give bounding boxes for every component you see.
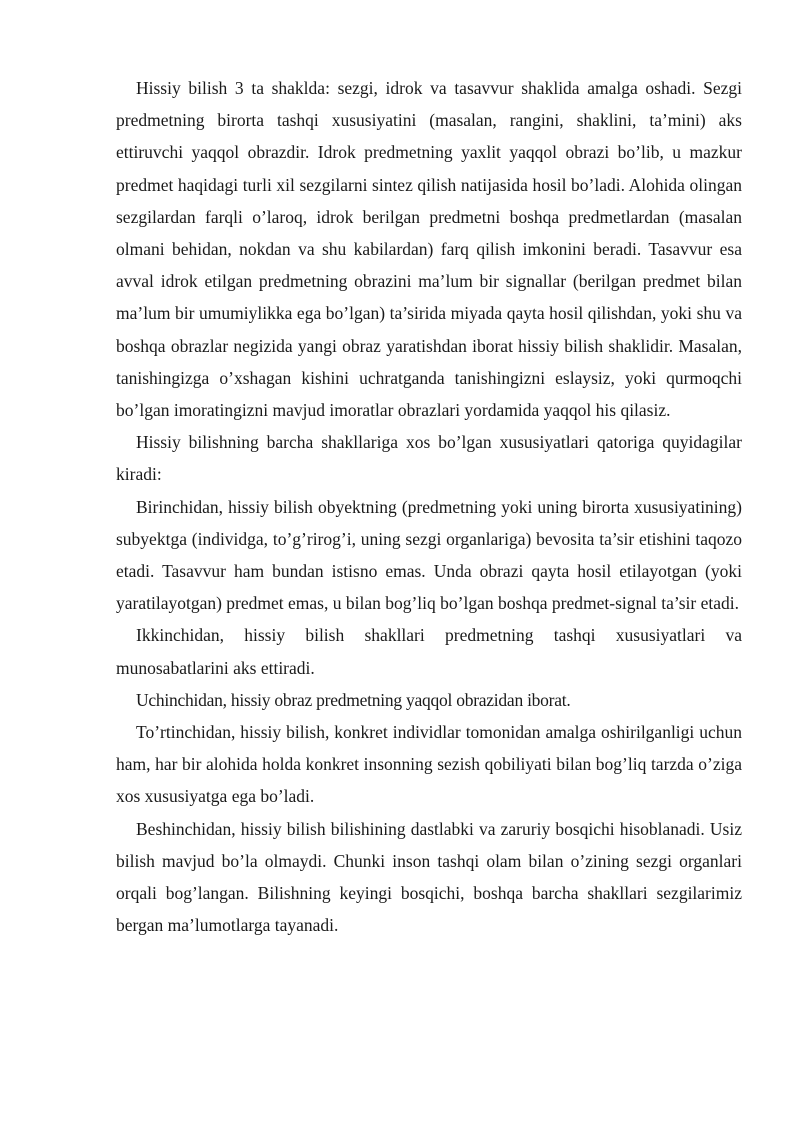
paragraph-tortinchidan: To’rtinchidan, hissiy bilish, konkret individlar tomonidan amalga oshirilganligi uchun ham, har bir alohida holda konkret insonning sezish qobiliyati bilan bog’liq tarzda o’ziga xos xususiyatga ega bo’ladi. [116, 722, 742, 807]
paragraph-uchinchidan: Uchinchidan, hissiy obraz predmetning yaqqol obrazidan iborat. [136, 689, 571, 710]
paragraph-beshinchidan: Beshinchidan, hissiy bilish bilishining dastlabki va zaruriy bosqichi hisoblanadi. Usiz bilish mavjud bo’la olmaydi. Chunki inson tashqi olam bilan o’zining sezgi organlari orqali bog’langan. Bilishning keyingi bosqichi, boshqa barcha shakllari sezgilarimiz bergan ma’lumotlarga tayanadi. [116, 818, 742, 936]
document-page [116, 72, 742, 941]
paragraph-ikkinchidan: Ikkinchidan, hissiy bilish shakllari predmetning tashqi xususiyatlari va munosabatlarini aks ettiradi. [116, 625, 742, 678]
paragraph-birinchidan: Birinchidan, hissiy bilish obyektning (predmetning yoki uning birorta xususiyatining) subyektga (individga, to’g’rirog’i, uning sezgi organlariga) bevosita ta’sir etishini taqozo etadi. Tasavvur ham bundan istisno emas. Unda obrazi qayta hosil etilayotgan (yoki yaratilayotgan) predmet emas, u bilan bog’liq bo’lgan boshqa predmet-signal ta’sir etadi. [116, 496, 742, 614]
paragraph-xususiyatlar-intro: Hissiy bilishning barcha shakllariga xos bo’lgan xususiyatlari qatoriga quyidagilar kiradi: [116, 432, 742, 485]
paragraph-hissiy-bilish-shakllari: Hissiy bilish 3 ta shaklda: sezgi, idrok va tasavvur shaklida amalga oshadi. Sezgi predmetning birorta tashqi xususiyatini (masalan, rangini, shaklini, ta’mini) aks ettiruvchi yaqqol obrazdir. Idrok predmetning yaxlit yaqqol obrazi bo’lib, u mazkur predmet haqidagi turli xil sezgilarni sintez qilish natijasida hosil bo’ladi. Alohida olingan sezgilardan farqli o’laroq, idrok berilgan predmetni boshqa predmetlardan (masalan olmani behidan, nokdan va shu kabilardan) farq qilish imkonini beradi. Tasavvur esa avval idrok etilgan predmetning obrazini ma’lum bir signallar (berilgan predmet bilan ma’lum bir umumiylikka ega bo’lgan) ta’sirida miyada qayta hosil qilishdan, yoki shu va boshqa obrazlar negizida yangi obraz yaratishdan iborat hissiy bilish shaklidir. Masalan, tanishingizga o’xshagan kishini uchratganda tanishingizni eslaysiz, yoki qurmoqchi bo’lgan imoratingizni mavjud imoratlar obrazlari yordamida yaqqol his qilasiz. [116, 78, 742, 421]
